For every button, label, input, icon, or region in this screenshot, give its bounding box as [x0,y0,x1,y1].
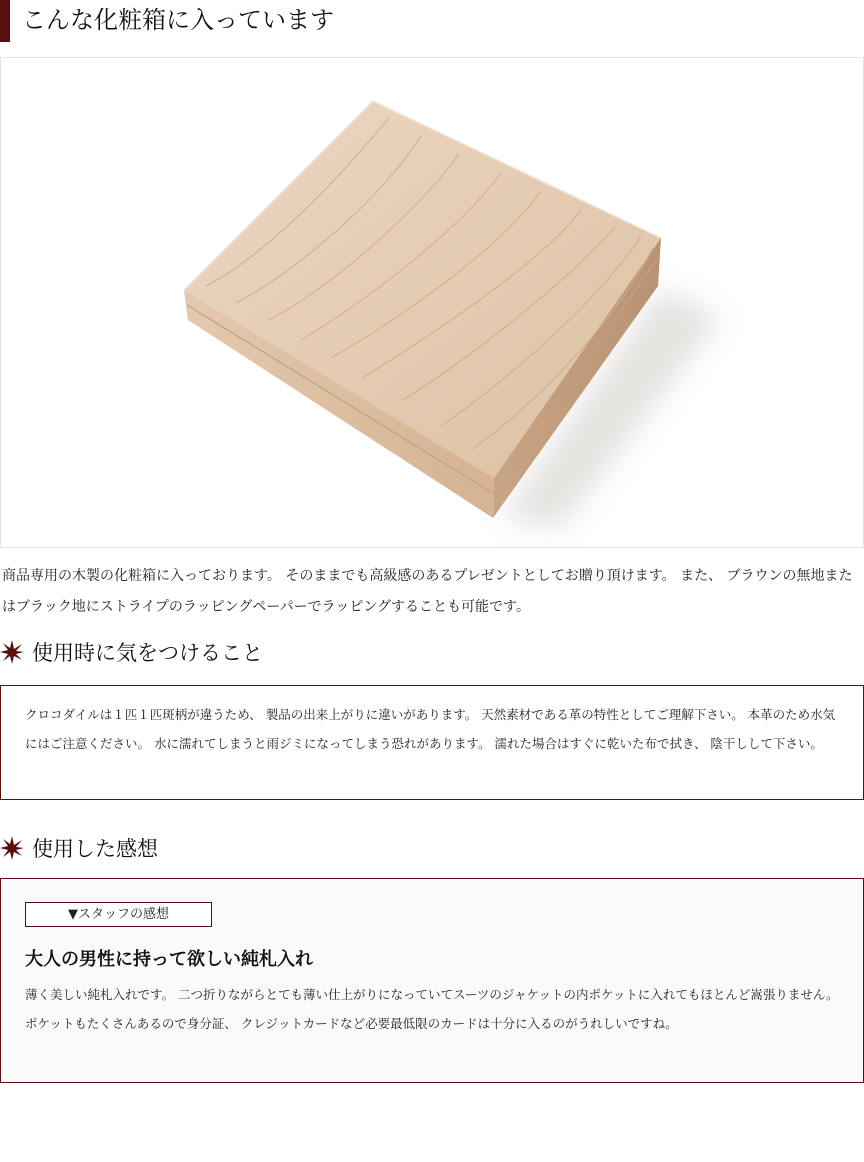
intro-description: 商品専用の木製の化粧箱に入っております。 そのままでも高級感のあるプレゼントとしてお贈り頂けます。 また、 ブラウンの無地またはブラック地にストライプのラッピングペーパーでラッピングすることも可能です。 [2,568,853,615]
star-burst-icon [0,640,24,664]
impression-title-text: 使用した感想 [32,837,158,861]
page-title: こんな化粧箱に入っています [22,6,334,34]
impression-body: 薄く美しい純札入れです。 二つ折りながらとても薄い仕上がりになっていてスーツのジャケットの内ポケットに入れてもほとんど嵩張りません。 ポケットもたくさんあるので身分証、 クレジットカードなど必要最低限のカードは十分に入るのがうれしいですね。 [25,987,839,1031]
header-accent-bar [0,0,10,42]
caution-title-text: 使用時に気をつけること [32,641,263,665]
product-box-photo [0,57,864,548]
impression-heading: 大人の男性に持って欲しい純札入れ [25,949,313,970]
staff-impression-tag: ▼スタッフの感想 [25,902,212,927]
impression-box [0,878,864,1083]
caution-section-title [0,638,864,672]
section-header [0,0,864,42]
wooden-box-illustration [1,58,863,547]
impression-section-title [0,834,864,868]
caution-box [0,685,864,800]
caution-body: クロコダイルは１匹１匹斑柄が違うため、 製品の出来上がりに違いがあります。 天然素材である革の特性としてご理解下さい。 本革のため水気にはご注意ください。 水に濡れてしまうと雨ジミになってしまう恐れがあります。 濡れた場合はすぐに乾いた布で拭き、 陰干しして下さい。 [25,707,836,751]
star-burst-icon [0,836,24,860]
